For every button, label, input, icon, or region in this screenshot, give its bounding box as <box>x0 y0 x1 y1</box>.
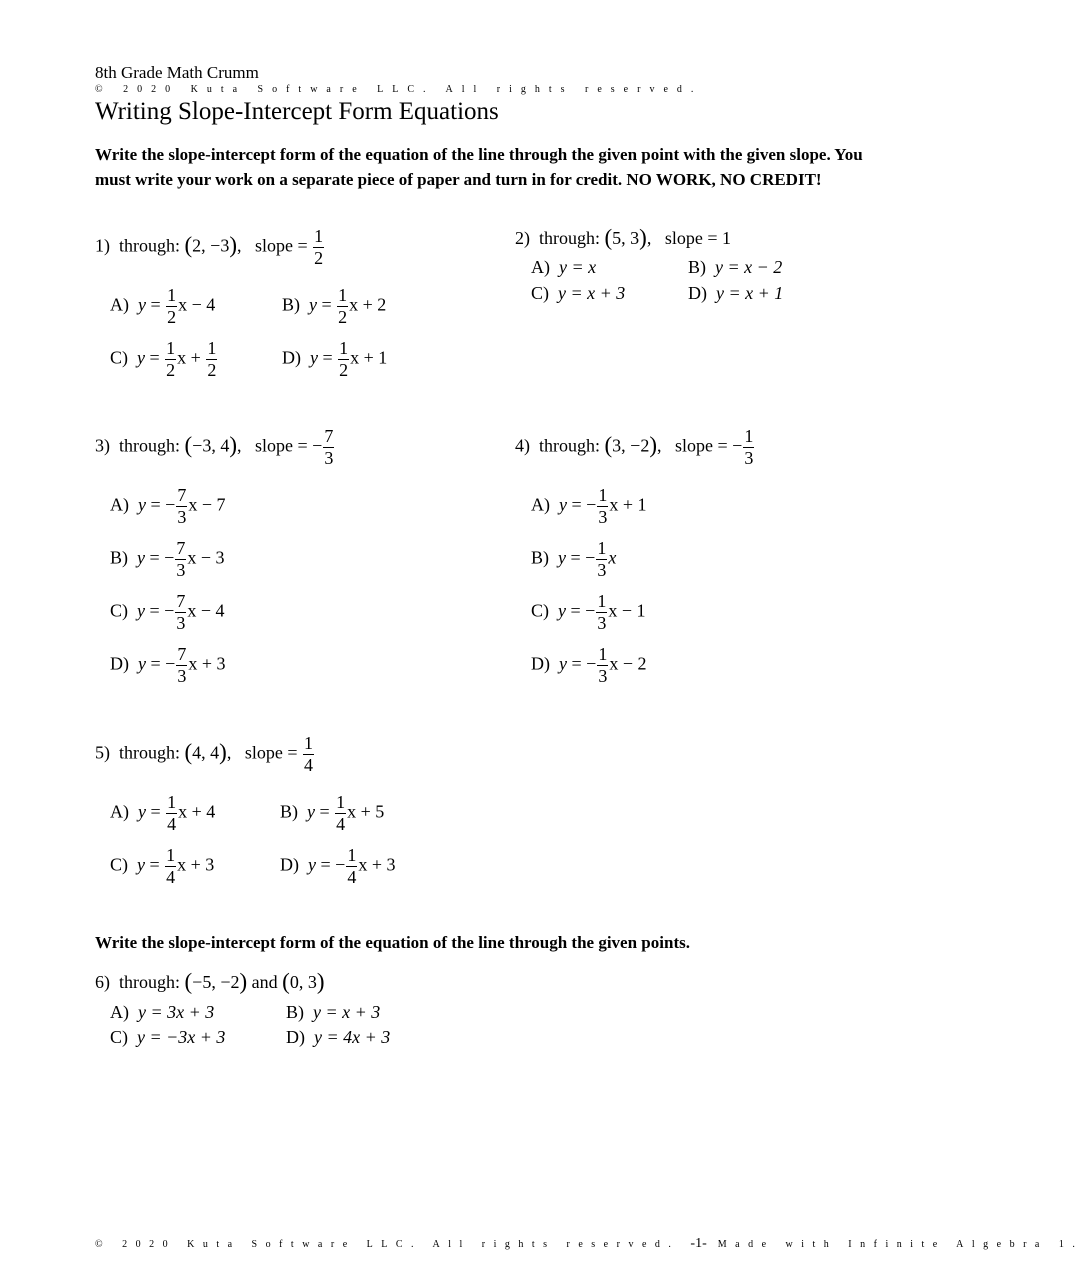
choice-3b[interactable]: B) y = − $\frac{7}{3}$ x − 3 <box>110 538 225 580</box>
choice-2b[interactable]: B) y = x − 2 <box>688 257 783 277</box>
choice-5c[interactable]: C) y = $\frac{1}{4}$ x + 3 <box>110 845 215 887</box>
choice-1d[interactable]: D) y = $\frac{1}{2}$ x + 1 <box>282 338 388 380</box>
choice-1b[interactable]: B) y = $\frac{1}{2}$ x + 2 <box>282 285 387 327</box>
problem-2: 2) through: (5, 3), slope = 1 <box>515 225 731 250</box>
choice-2a[interactable]: A) y = x <box>531 257 597 277</box>
problem-5: 5) through: (4, 4), slope = $\frac{1}{4}$ <box>95 733 313 775</box>
footer-copyright: © 2020 Kuta Software LLC. All rights reserved. <box>95 1239 680 1250</box>
footer <box>95 1236 1083 1252</box>
footer-made-with: Made with Infinite Algebra 1. <box>717 1239 1083 1250</box>
slope-fraction: $\frac{1}{2}$ <box>314 226 324 268</box>
worksheet-title: Writing Slope-Intercept Form Equations <box>95 98 499 125</box>
choice-2d[interactable]: D) y = x + 1 <box>688 283 784 303</box>
choice-3d[interactable]: D) y = − $\frac{7}{3}$ x + 3 <box>110 644 226 686</box>
problem-3: 3) through: (−3, 4), slope = − $\frac{7}{3}$ <box>95 426 334 468</box>
page-number: -1- <box>690 1236 707 1251</box>
choice-5a[interactable]: A) y = $\frac{1}{4}$ x + 4 <box>110 792 216 834</box>
problem-1: 1) through: (2, −3), slope = $\frac{1}{2}$ <box>95 226 324 268</box>
choice-4d[interactable]: D) y = − $\frac{1}{3}$ x − 2 <box>531 644 647 686</box>
choice-4b[interactable]: B) y = − $\frac{1}{3}$ x <box>531 538 617 580</box>
choice-3a[interactable]: A) y = − $\frac{7}{3}$ x − 7 <box>110 485 226 527</box>
choice-6a[interactable]: A) y = 3x + 3 <box>110 1002 215 1022</box>
choice-6d[interactable]: D) y = 4x + 3 <box>286 1027 391 1047</box>
slope-fraction: $\frac{1}{3}$ <box>744 426 754 468</box>
header-copyright: © 2020 Kuta Software LLC. All rights reserved. <box>95 84 703 95</box>
choice-6b[interactable]: B) y = x + 3 <box>286 1002 381 1022</box>
problem-4: 4) through: (3, −2), slope = − $\frac{1}{3}$ <box>515 426 754 468</box>
problem-6: 6) through: (−5, −2) and (0, 3) <box>95 969 325 994</box>
instructions-part2: Write the slope-intercept form of the equation of the line through the given points. <box>95 933 690 952</box>
instructions-part1: Write the slope-intercept form of the equation of the line through the given point with the given slope. You must write your work on a separate piece of paper and turn in for credit. NO WORK, NO CREDIT! <box>95 145 863 189</box>
slope-fraction: $\frac{7}{3}$ <box>324 426 334 468</box>
choice-2c[interactable]: C) y = x + 3 <box>531 283 626 303</box>
choice-5d[interactable]: D) y = − $\frac{1}{4}$ x + 3 <box>280 845 396 887</box>
course-name: 8th Grade Math Crumm <box>95 63 259 82</box>
choice-6c[interactable]: C) y = −3x + 3 <box>110 1027 226 1047</box>
slope-fraction: $\frac{1}{4}$ <box>304 733 313 775</box>
choice-4a[interactable]: A) y = − $\frac{1}{3}$ x + 1 <box>531 485 647 527</box>
choice-1c[interactable]: C) y = $\frac{1}{2}$ x + $\frac{1}{2}$ <box>110 338 217 380</box>
choice-1a[interactable]: A) y = $\frac{1}{2}$ x − 4 <box>110 285 216 327</box>
choice-4c[interactable]: C) y = − $\frac{1}{3}$ x − 1 <box>531 591 646 633</box>
choice-3c[interactable]: C) y = − $\frac{7}{3}$ x − 4 <box>110 591 225 633</box>
choice-5b[interactable]: B) y = $\frac{1}{4}$ x + 5 <box>280 792 385 834</box>
